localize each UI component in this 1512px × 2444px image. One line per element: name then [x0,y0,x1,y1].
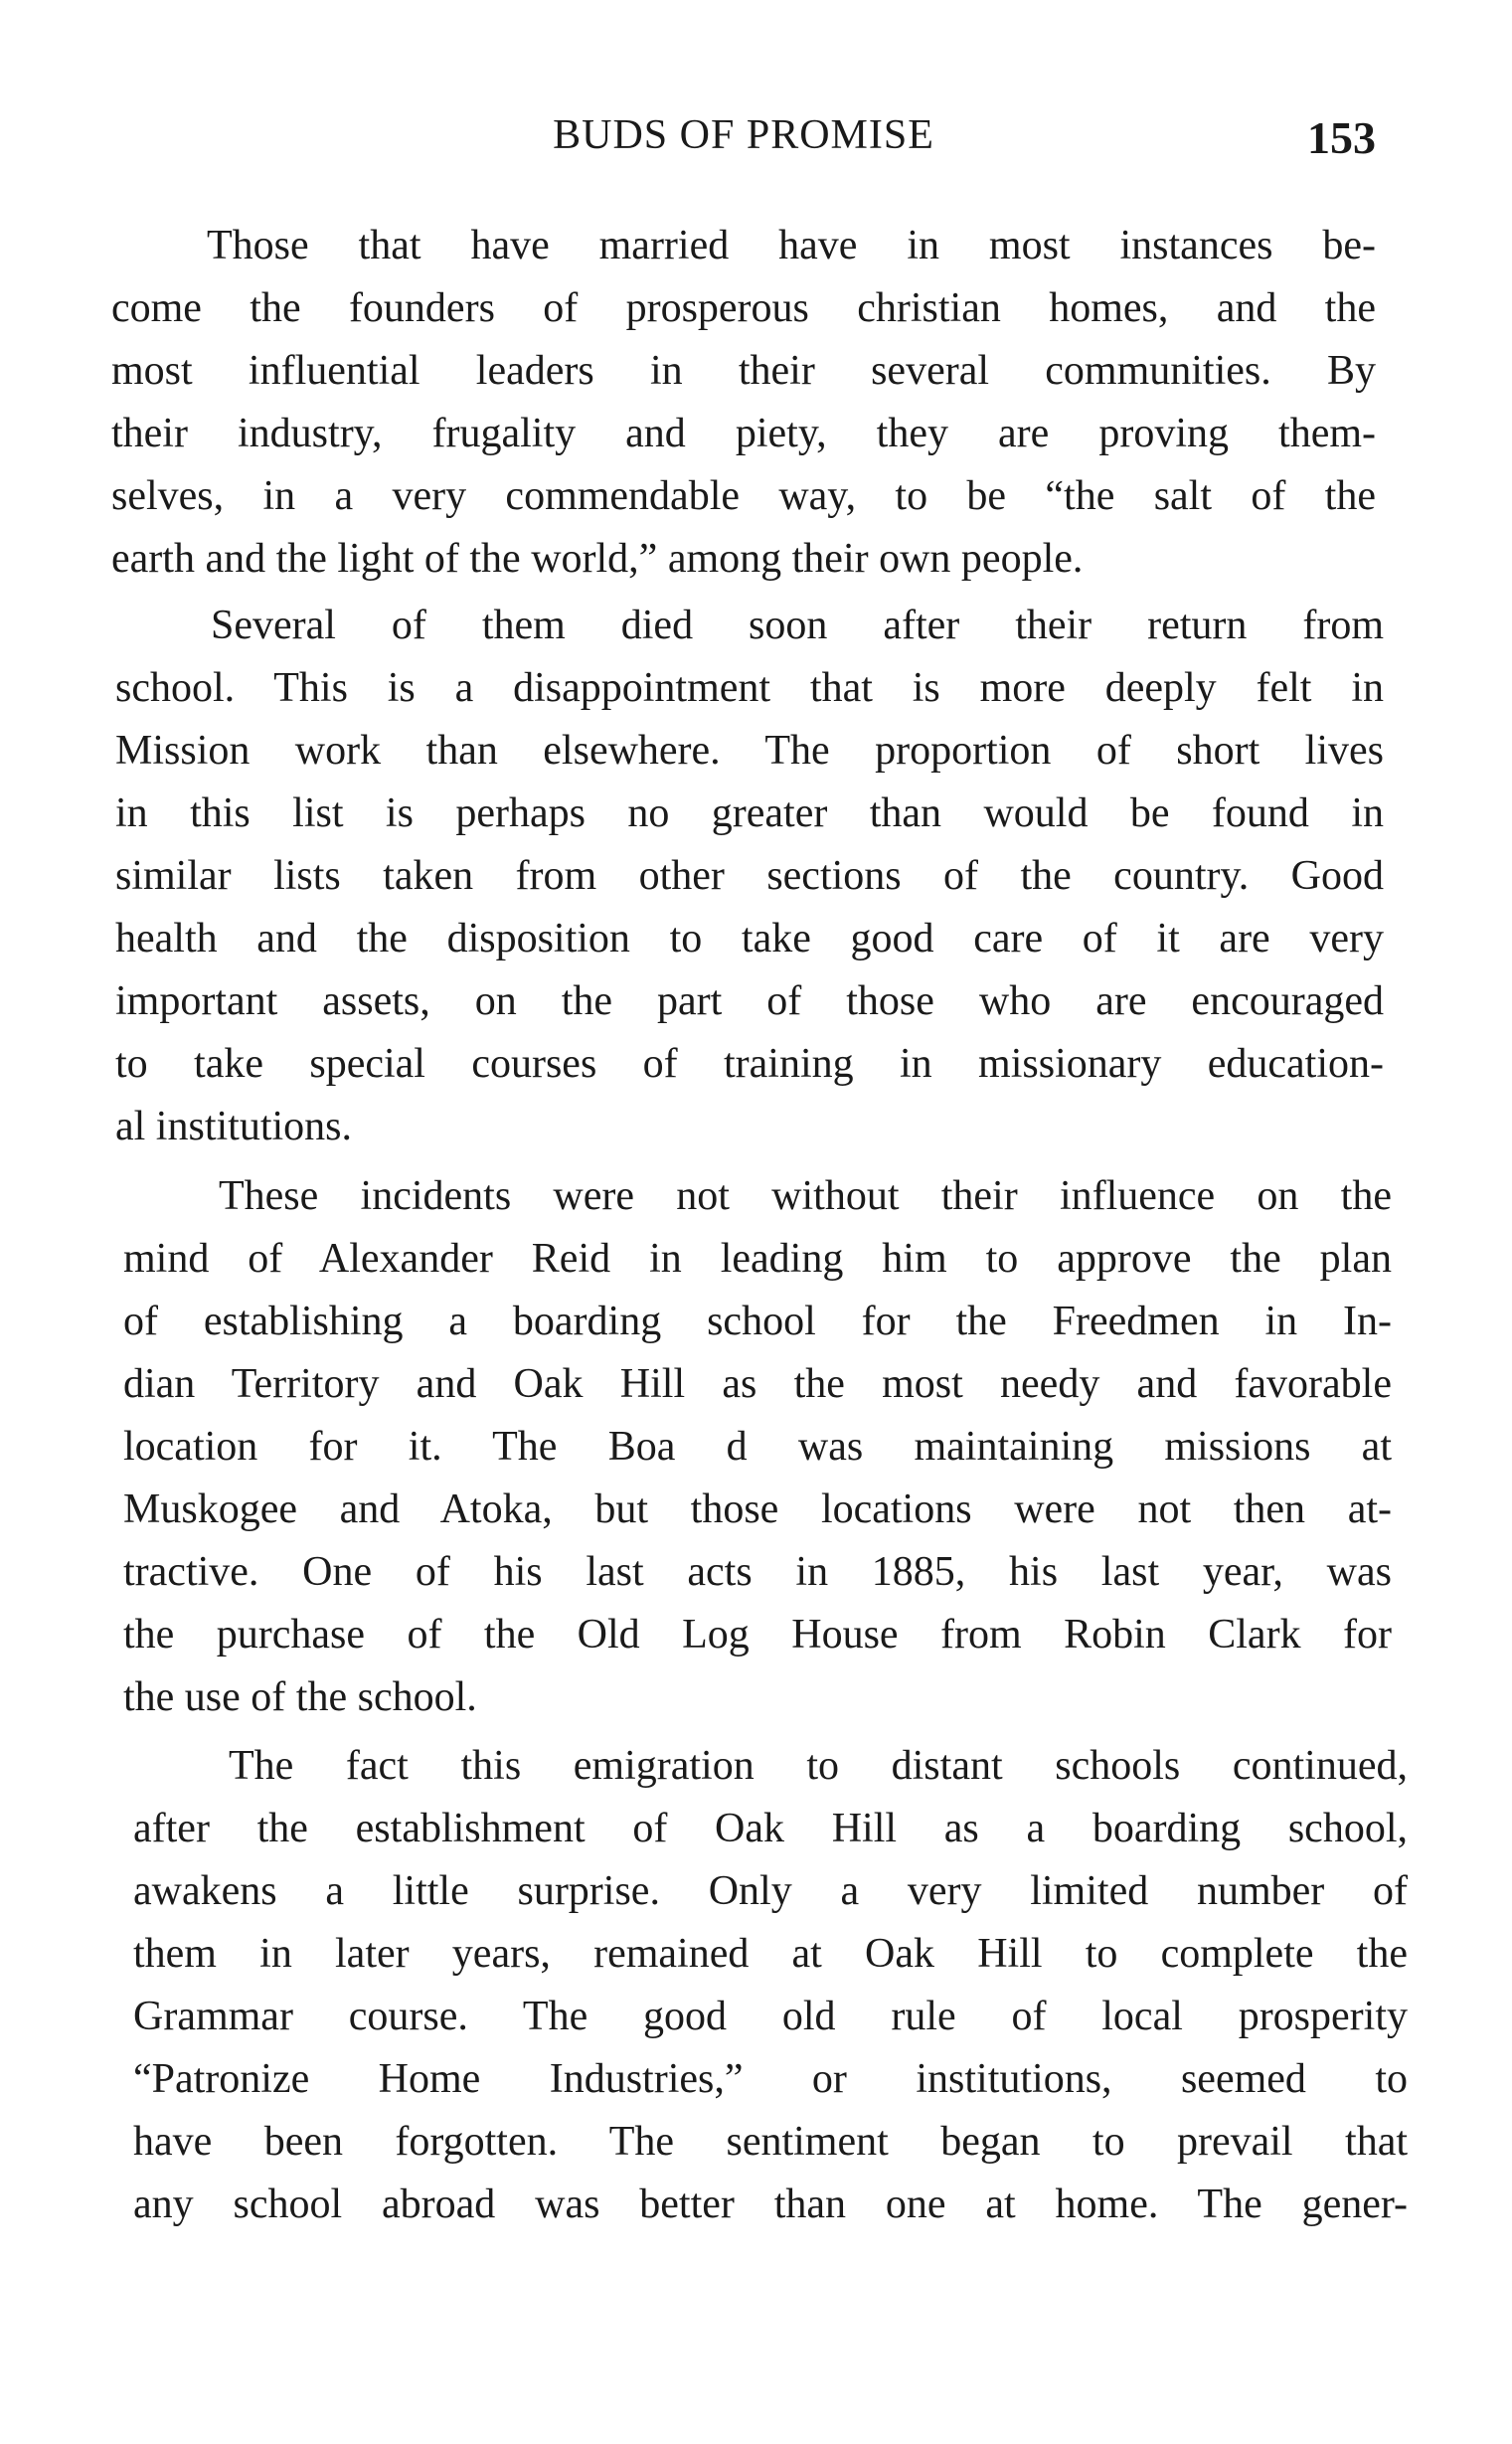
text-line: health and the disposition to take good care of it are very [115,916,1384,961]
text-line: The fact this emigration to distant schools continued, [229,1743,1408,1789]
text-line: them in later years, remained at Oak Hill to complete the [133,1931,1408,1977]
text-line: to take special courses of training in missionary education- [115,1041,1384,1087]
text-line: in this list is perhaps no greater than would be found in [115,790,1384,836]
paragraph-2 [115,595,1384,1158]
paragraph-3 [123,1165,1392,1729]
text-line: dian Territory and Oak Hill as the most needy and favorable [123,1361,1392,1407]
running-title: BUDS OF PROMISE [553,112,934,158]
paragraph-4 [133,1735,1408,2236]
text-line: similar lists taken from other sections of the country. Good [115,853,1384,899]
running-head [111,111,1376,171]
text-line: Grammar course. The good old rule of local prosperity [133,1994,1408,2039]
text-line: Muskogee and Atoka, but those locations were not then at- [123,1486,1392,1532]
text-line: important assets, on the part of those who are encouraged [115,978,1384,1024]
text-line: location for it. The Boa d was maintaining missions at [123,1424,1392,1470]
text-line: Several of them died soon after their return from [211,603,1384,648]
text-line: al institutions. [115,1104,353,1149]
text-line: the use of the school. [123,1674,477,1720]
text-line: “Patronize Home Industries,” or institutions, seemed to [133,2056,1408,2102]
text-line: mind of Alexander Reid in leading him to approve the plan [123,1236,1392,1282]
paragraph-1 [111,215,1376,591]
text-line: awakens a little surprise. Only a very limited number of [133,1868,1408,1914]
text-line: their industry, frugality and piety, they are proving them- [111,411,1376,456]
text-line: after the establishment of Oak Hill as a boarding school, [133,1806,1408,1851]
text-line: These incidents were not without their influence on the [219,1173,1392,1219]
text-line: have been forgotten. The sentiment began to prevail that [133,2119,1408,2165]
text-line: earth and the light of the world,” among their own people. [111,536,1084,582]
page-number: 153 [1307,112,1376,163]
text-line: tractive. One of his last acts in 1885, his last year, was [123,1549,1392,1595]
text-line: any school abroad was better than one at home. The gener- [133,2182,1408,2227]
text-line: of establishing a boarding school for the Freedmen in In- [123,1299,1392,1344]
text-line: come the founders of prosperous christian homes, and the [111,285,1376,331]
text-line: Those that have married have in most instances be- [207,223,1376,268]
text-line: school. This is a disappointment that is more deeply felt in [115,665,1384,711]
text-line: most influential leaders in their several communities. By [111,348,1376,394]
text-line: selves, in a very commendable way, to be “the salt of the [111,473,1376,519]
text-line: the purchase of the Old Log House from Robin Clark for [123,1612,1392,1658]
text-line: Mission work than elsewhere. The proportion of short lives [115,728,1384,774]
